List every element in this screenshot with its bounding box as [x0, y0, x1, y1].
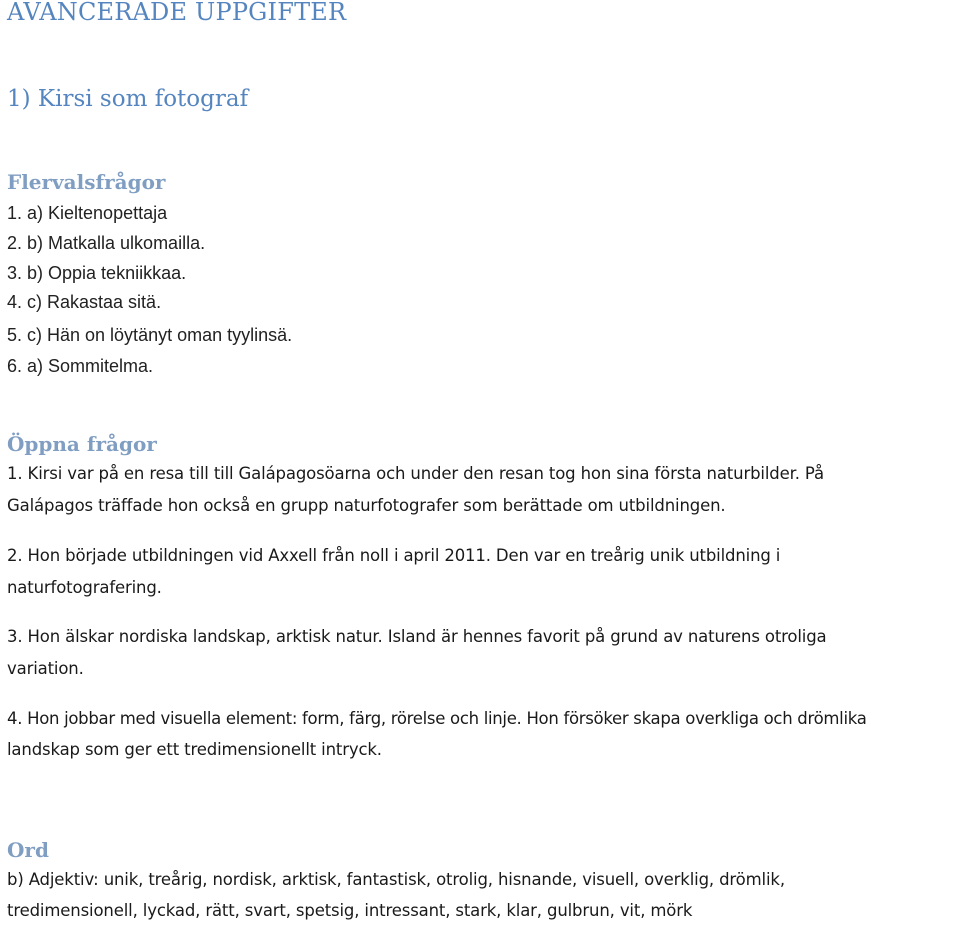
- open-answer-4-line-2: landskap som ger ett tredimensionellt intryck.: [7, 740, 382, 759]
- open-answer-1-line-1: 1. Kirsi var på en resa till till Galápagosöarna och under den resan tog hon sina första naturbilder. På: [7, 464, 824, 483]
- open-answer-2-line-1: 2. Hon började utbildningen vid Axxell från noll i april 2011. Den var en treårig unik utbildning i: [7, 546, 781, 565]
- mc-answer-2: 2. b) Matkalla ulkomailla.: [7, 233, 206, 253]
- mc-answer-4: 4. c) Rakastaa sitä.: [7, 292, 162, 312]
- mc-answer-3: 3. b) Oppia tekniikkaa.: [7, 263, 187, 283]
- open-answer-1-line-2: Galápagos träffade hon också en grupp naturfotografer som berättade om utbildningen.: [7, 496, 726, 515]
- open-questions-heading: Öppna frågor: [7, 432, 157, 456]
- open-answer-2-line-2: naturfotografering.: [7, 578, 162, 597]
- words-line-1: b) Adjektiv: unik, treårig, nordisk, arktisk, fantastisk, otrolig, hisnande, visuell, overklig, drömlik,: [7, 870, 785, 889]
- mc-answer-6: 6. a) Sommitelma.: [7, 356, 154, 376]
- open-answer-3-line-1: 3. Hon älskar nordiska landskap, arktisk natur. Island är hennes favorit på grund av naturens otroliga: [7, 627, 827, 646]
- document-title: AVANCERADE UPPGIFTER: [7, 0, 347, 26]
- words-heading: Ord: [7, 838, 49, 862]
- document-subtitle: 1) Kirsi som fotograf: [7, 86, 249, 112]
- open-answer-3-line-2: variation.: [7, 659, 84, 678]
- open-answer-4-line-1: 4. Hon jobbar med visuella element: form, färg, rörelse och linje. Hon försöker skapa overkliga och drömlika: [7, 709, 867, 728]
- words-line-2: tredimensionell, lyckad, rätt, svart, spetsig, intressant, stark, klar, gulbrun, vit, mörk: [7, 901, 693, 920]
- mc-answer-1: 1. a) Kieltenopettaja: [7, 203, 168, 223]
- multiple-choice-heading: Flervalsfrågor: [7, 170, 166, 194]
- mc-answer-5: 5. c) Hän on löytänyt oman tyylinsä.: [7, 325, 293, 345]
